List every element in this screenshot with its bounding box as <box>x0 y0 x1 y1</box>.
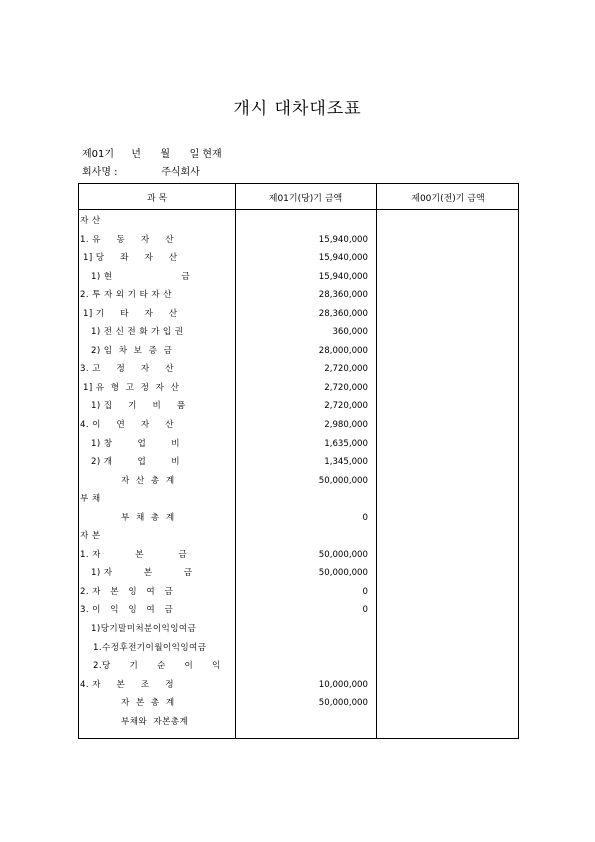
table-row <box>79 286 520 305</box>
table-row <box>79 268 520 287</box>
current-amount: 50,000,000 <box>318 568 368 579</box>
account-label: 부 채 총 계 <box>121 512 175 523</box>
table-row <box>79 620 520 639</box>
account-label: 1. 유 동 자 산 <box>80 234 174 245</box>
table-row <box>79 397 520 416</box>
account-label: 1] 유 형 고 정 자 산 <box>83 382 180 393</box>
table-row <box>79 360 520 379</box>
table-row <box>79 676 520 695</box>
account-label: 자 산 총 계 <box>121 475 175 486</box>
current-amount: 28,360,000 <box>318 308 368 319</box>
account-label: 부채와 자본총계 <box>121 716 189 727</box>
table-row <box>79 713 520 732</box>
account-label: 1) 집 기 비 품 <box>91 401 186 412</box>
current-amount: 28,000,000 <box>318 345 368 356</box>
current-amount: 50,000,000 <box>318 549 368 560</box>
account-label: 부 채 <box>80 494 101 505</box>
account-label: 1) 자 본 금 <box>91 568 193 579</box>
year-label: 년 <box>131 149 141 160</box>
table-row <box>79 472 520 491</box>
account-label: 2) 임 차 보 증 금 <box>91 345 173 356</box>
current-amount: 360,000 <box>332 327 368 338</box>
account-label: 2.당 기 순 이 익 <box>93 661 221 672</box>
table-row <box>79 657 520 676</box>
table-row <box>79 231 520 250</box>
account-label: 자 본 <box>80 531 101 542</box>
current-amount: 0 <box>362 586 368 597</box>
header-previous-amount: 제00기(전)기 금액 <box>411 194 485 204</box>
table-row <box>79 601 520 620</box>
header-account: 과 목 <box>146 194 168 204</box>
current-amount: 28,360,000 <box>318 290 368 301</box>
table-row <box>79 583 520 602</box>
table-row <box>79 249 520 268</box>
current-amount: 1,345,000 <box>324 457 368 468</box>
account-label: 1] 기 타 자 산 <box>83 308 178 319</box>
current-amount: 2,980,000 <box>324 420 368 431</box>
current-amount: 2,720,000 <box>324 364 368 375</box>
current-amount: 10,000,000 <box>318 679 368 690</box>
account-label: 2. 자 본 잉 여 금 <box>80 586 174 597</box>
current-amount: 0 <box>362 512 368 523</box>
header-current-amount: 제01기(당)기 금액 <box>268 194 343 204</box>
current-amount: 15,940,000 <box>318 271 368 282</box>
account-label: 1) 창 업 비 <box>91 438 180 449</box>
period-line <box>82 145 222 160</box>
table-row <box>79 323 520 342</box>
company-label: 회사명 : <box>82 167 118 178</box>
account-label: 1] 당 좌 자 산 <box>83 253 178 264</box>
table-body <box>79 212 520 731</box>
current-amount: 15,940,000 <box>318 234 368 245</box>
company-name: 주식회사 <box>161 167 200 178</box>
current-amount: 15,940,000 <box>318 253 368 264</box>
account-label: 1.수정후전기이월이익잉여금 <box>93 642 207 653</box>
account-label: 4. 자 본 조 정 <box>80 679 174 690</box>
current-amount: 1,635,000 <box>324 438 368 449</box>
account-label: 자 산 <box>80 216 101 226</box>
table-row <box>79 342 520 361</box>
current-amount: 50,000,000 <box>318 698 368 709</box>
account-label: 4. 이 연 자 산 <box>80 420 174 431</box>
table-row <box>79 639 520 658</box>
table-row <box>79 694 520 713</box>
account-label: 2. 투 자 외 기 타 자 산 <box>80 290 172 301</box>
table-row <box>79 490 520 509</box>
table-row <box>79 305 520 324</box>
account-label: 2) 개 업 비 <box>91 457 180 468</box>
document-title: 개시 대차대조표 <box>233 99 362 119</box>
term-label: 제01기 <box>82 149 115 160</box>
table-row <box>79 212 520 231</box>
table-row <box>79 509 520 528</box>
table-row <box>79 527 520 546</box>
company-line <box>82 163 200 178</box>
current-amount: 2,720,000 <box>324 401 368 412</box>
current-amount: 50,000,000 <box>318 475 368 486</box>
account-label: 1. 자 본 금 <box>80 549 188 560</box>
account-label: 1)당기말미처분이익잉여금 <box>91 624 197 635</box>
current-amount: 2,720,000 <box>324 382 368 393</box>
table-row <box>79 435 520 454</box>
table-row <box>79 416 520 435</box>
table-row <box>79 564 520 583</box>
day-label: 일 현재 <box>189 149 222 160</box>
account-label: 1) 전 신 전 화 가 입 권 <box>91 327 184 338</box>
account-label: 3. 이 익 잉 여 금 <box>80 605 174 616</box>
account-label: 자 본 총 계 <box>121 698 175 709</box>
month-label: 월 <box>160 149 171 160</box>
header-divider <box>79 209 518 210</box>
table-row <box>79 379 520 398</box>
table-row <box>79 453 520 472</box>
current-amount: 0 <box>362 605 368 616</box>
balance-sheet-table <box>78 183 519 739</box>
account-label: 1) 현 금 <box>91 271 191 282</box>
table-row <box>79 546 520 565</box>
account-label: 3. 고 정 자 산 <box>80 364 174 375</box>
